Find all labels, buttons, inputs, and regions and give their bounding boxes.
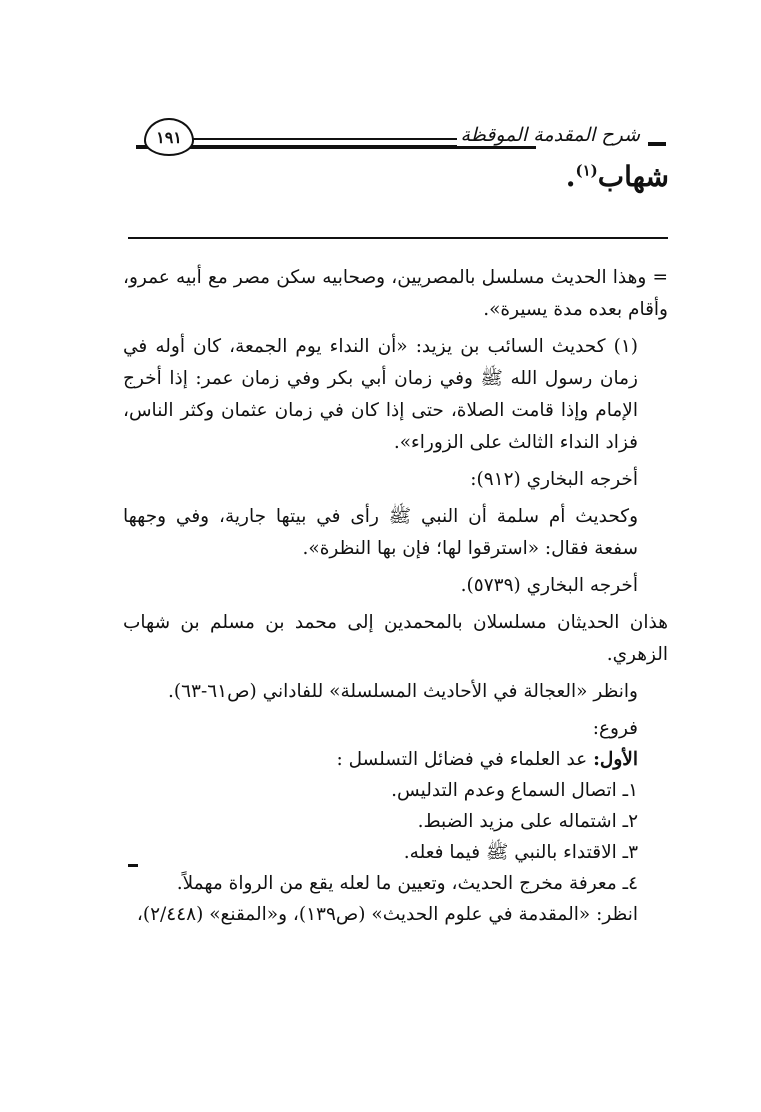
first-branch [123, 744, 638, 775]
list-item: ١ـ اتصال السماع وعدم التدليس. [391, 780, 638, 801]
list-item: ٢ـ اشتماله على مزيد الضبط. [417, 811, 638, 832]
list-item: ٤ـ معرفة مخرج الحديث، وتعيين ما لعله يقع من الرواة مهملاً. [176, 873, 638, 894]
bukhari-ref-1: أخرجه البخاري (٩١٢): [470, 469, 638, 490]
see-also: وانظر «العجالة في الأحاديث المسلسلة» للفاداني (ص٦١-٦٣). [167, 681, 638, 702]
main-word: شهاب [597, 160, 669, 193]
end-mark: . [565, 160, 576, 193]
bukhari-ref-2: أخرجه البخاري (٥٧٣٩). [460, 575, 638, 596]
continued-footnote: = وهذا الحديث مسلسل بالمصريين، وصحابيه سكن مصر مع أبيه عمرو، وأقام بعده مدة يسيرة». [123, 267, 668, 320]
list-item: ٣ـ الاقتداء بالنبي ﷺ فيما فعله. [403, 842, 638, 863]
footnotes [123, 262, 668, 936]
references: انظر: «المقدمة في علوم الحديث» (ص١٣٩)، و«المقنع» (٢/٤٤٨)، [136, 904, 638, 925]
continuation-dash [128, 864, 138, 867]
footnote-1: (١) كحديث السائب بن يزيد: «أن النداء يوم الجمعة، كان أوله في زمان رسول الله ﷺ وفي زمان أبي بكر وفي زمان عمر: إذا أخرج الإمام وإذا قامت الصلاة، حتى إذا كان في زمان عثمان وكثر الناس، فزاد النداء الثالث على الزوراء». [123, 336, 638, 453]
page-number [144, 118, 194, 156]
running-header [126, 108, 666, 158]
hadith-2: وكحديث أم سلمة أن النبي ﷺ رأى في بيتها جارية، وفي وجهها سفعة فقال: «استرقوا لها؛ فإن بها النظرة». [123, 506, 638, 559]
first-text: عد العلماء في فضائل التسلسل : [336, 749, 594, 770]
branches [123, 713, 668, 899]
header-title: شرح المقدمة الموقظة [457, 124, 644, 146]
footnote-ref: (١) [575, 161, 598, 180]
musalsal-note: هذان الحديثان مسلسلان بالمحمدين إلى محمد بن مسلم بن شهاب الزهري. [123, 612, 668, 665]
branches-title: فروع: [592, 718, 638, 739]
page-number-text: ١٩١ [156, 127, 182, 147]
header-dash [648, 142, 666, 146]
first-label: الأول: [593, 749, 638, 770]
footnote-separator [128, 237, 668, 239]
main-text [566, 160, 669, 193]
